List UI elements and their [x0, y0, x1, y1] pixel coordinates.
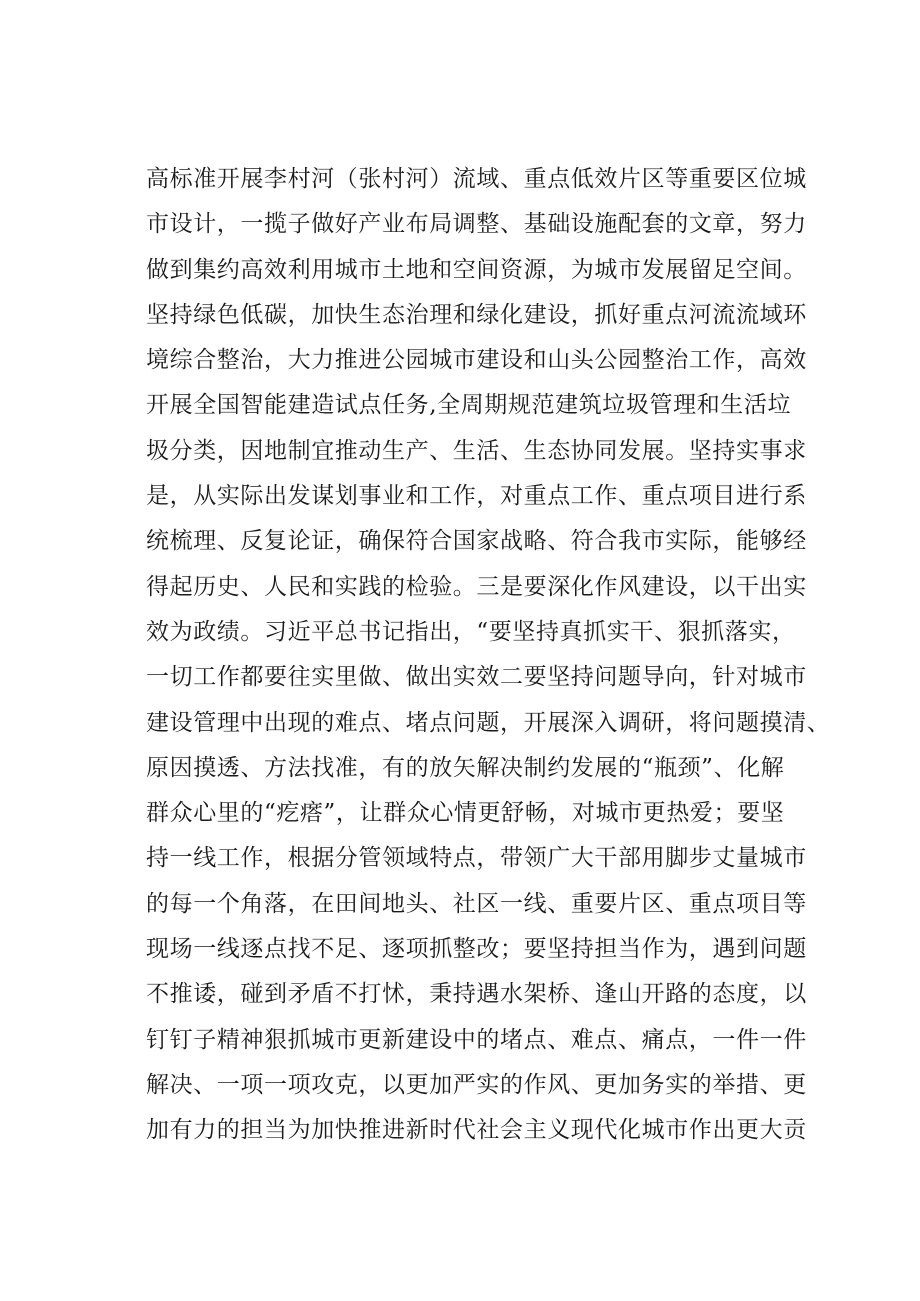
text-line: 现场一线逐点找不足、逐项抓整改；要坚持担当作为，遇到问题: [146, 936, 807, 963]
text-line: 加有力的担当为加快推进新时代社会主义现代化城市作出更大贡: [146, 1117, 807, 1144]
text-line: 解决、一项一项攻克，以更加严实的作风、更加务实的举措、更: [146, 1071, 807, 1098]
text-line: 建设管理中出现的难点、堵点问题，开展深入调研，将问题摸清、: [146, 709, 831, 736]
text-line: 持一线工作，根据分管领域特点，带领广大干部用脚步丈量城市: [146, 845, 807, 872]
text-line: 做到集约高效利用城市土地和空间资源，为城市发展留足空间。: [146, 256, 807, 283]
text-line: 群众心里的“疙瘩”，让群众心情更舒畅，对城市更热爱；要坚: [146, 800, 785, 827]
text-line: 统梳理、反复论证，确保符合国家战略、符合我市实际，能够经: [146, 528, 807, 555]
text-line: 开展全国智能建造试点任务,全周期规范建筑垃圾管理和生活垃: [146, 392, 792, 419]
text-line: 一切工作都要往实里做、做出实效二要坚持问题导向，针对城市: [146, 664, 807, 691]
text-line: 高标准开展李村河（张村河）流域、重点低效片区等重要区位城: [146, 166, 807, 192]
text-line: 原因摸透、方法找准，有的放矢解决制约发展的“瓶颈”、化解: [146, 754, 785, 781]
text-line: 境综合整治，大力推进公园城市建设和山头公园整治工作，高效: [146, 347, 807, 374]
text-line: 市设计，一揽子做好产业布局调整、基础设施配套的文章，努力: [146, 211, 807, 238]
text-line: 效为政绩。习近平总书记指出，“要坚持真抓实干、狠抓落实，: [146, 618, 796, 645]
text-line: 钉钉子精神狠抓城市更新建设中的堵点、难点、痛点，一件一件: [146, 1026, 807, 1053]
text-line: 是，从实际出发谋划事业和工作，对重点工作、重点项目进行系: [146, 483, 807, 510]
text-line: 的每一个角落，在田间地头、社区一线、重要片区、重点项目等: [146, 890, 807, 917]
text-line: 圾分类，因地制宜推动生产、生活、生态协同发展。坚持实事求: [146, 437, 807, 464]
text-line: 不推诿，碰到矛盾不打怵，秉持遇水架桥、逢山开路的态度，以: [146, 981, 807, 1008]
text-line: 得起历史、人民和实践的检验。三是要深化作风建设，以干出实: [146, 573, 807, 600]
text-line: 坚持绿色低碳，加快生态治理和绿化建设，抓好重点河流流域环: [146, 301, 807, 328]
body-paragraph: [146, 157, 831, 1154]
